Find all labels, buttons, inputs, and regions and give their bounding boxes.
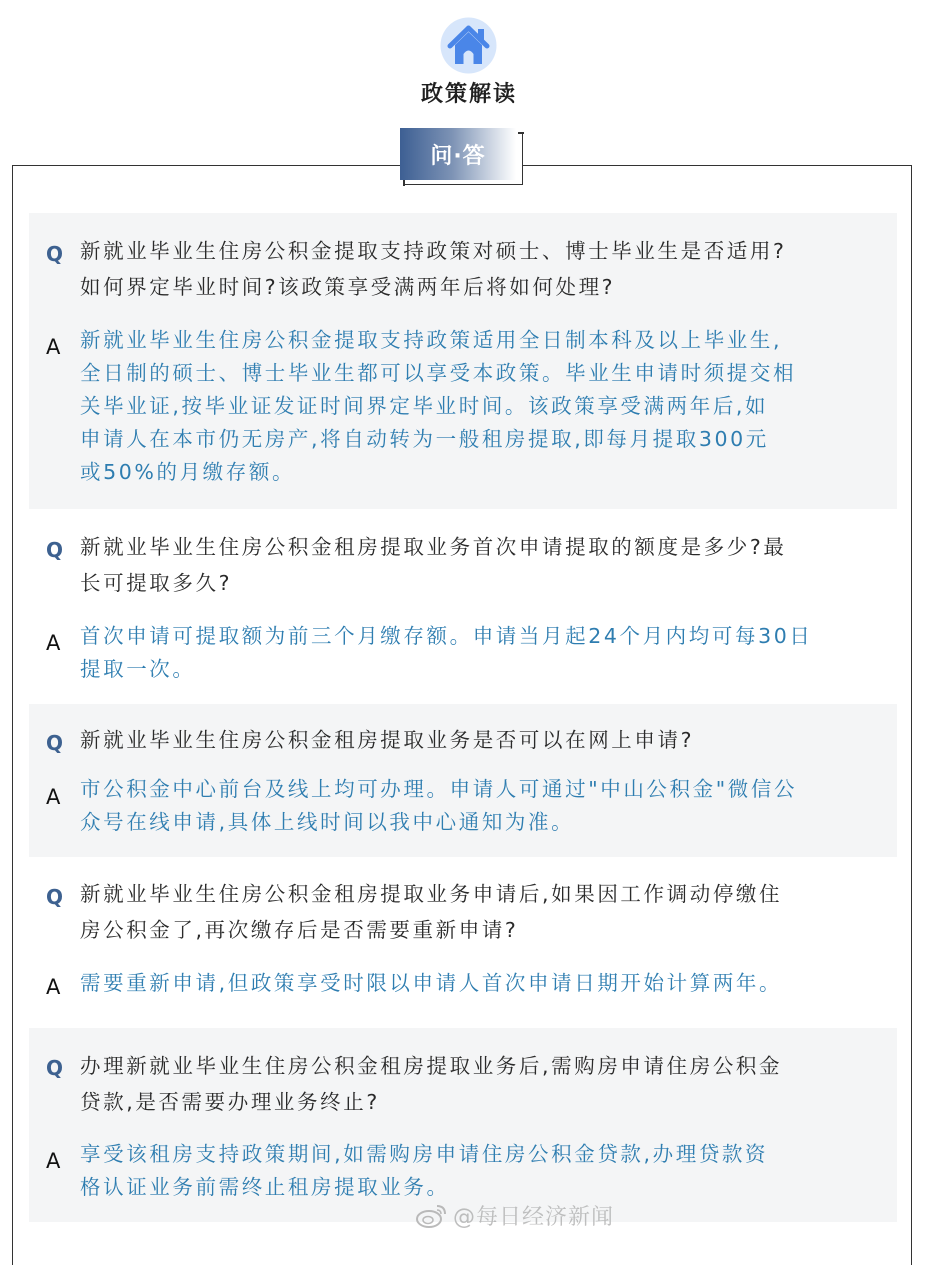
watermark (415, 1200, 614, 1231)
qa-item (29, 509, 897, 703)
question-marker: Q (46, 242, 64, 266)
answer-text: 市公积金中心前台及线上均可办理。申请人可通过"中山公积金"微信公 众号在线申请,具体上线时间以我中心通知为准。 (80, 777, 798, 834)
qa-item (29, 704, 897, 857)
question-text: 新就业毕业生住房公积金租房提取业务申请后,如果因工作调动停缴住 房公积金了,再次缴存后是否需要重新申请? (80, 882, 783, 942)
qa-badge (400, 128, 524, 188)
answer-marker: A (46, 975, 61, 999)
badge-label: 问·答 (400, 128, 516, 180)
answer-text: 享受该租房支持政策期间,如需购房申请住房公积金贷款,办理贷款资 格认证业务前需终止租房提取业务。 (80, 1142, 769, 1199)
page-title: 政策解读 (420, 82, 517, 107)
question-text: 新就业毕业生住房公积金租房提取业务首次申请提取的额度是多少?最 长可提取多久? (80, 535, 787, 595)
answer-marker: A (46, 335, 61, 359)
question-text: 办理新就业毕业生住房公积金租房提取业务后,需购房申请住房公积金 贷款,是否需要办理业务终止? (80, 1054, 783, 1114)
answer-marker: A (46, 631, 61, 655)
qa-item (29, 213, 897, 509)
answer-text: 需要重新申请,但政策享受时限以申请人首次申请日期开始计算两年。 (80, 971, 783, 995)
answer-text: 新就业毕业生住房公积金提取支持政策适用全日制本科及以上毕业生, 全日制的硕士、博士毕业生都可以享受本政策。毕业生申请时须提交相 关毕业证,按毕业证发证时间界定毕业时间。该政策享受满两年后,如 申请人在本市仍无房产,将自动转为一般租房提取,即每月提取300元 或50%的月缴存额。 (80, 328, 797, 484)
question-marker: Q (46, 885, 64, 909)
watermark-text: @每日经济新闻 (453, 1205, 615, 1230)
weibo-icon (415, 1202, 449, 1230)
question-marker: Q (46, 538, 64, 562)
question-marker: Q (46, 1056, 64, 1080)
answer-text: 首次申请可提取额为前三个月缴存额。申请当月起24个月内均可每30日 提取一次。 (80, 624, 813, 681)
question-text: 新就业毕业生住房公积金租房提取业务是否可以在网上申请? (80, 728, 695, 752)
answer-marker: A (46, 785, 61, 809)
qa-item (29, 857, 897, 1027)
house-icon (440, 17, 497, 74)
answer-marker: A (46, 1149, 61, 1173)
qa-item (29, 1028, 897, 1222)
question-marker: Q (46, 731, 64, 755)
question-text: 新就业毕业生住房公积金提取支持政策对硕士、博士毕业生是否适用? 如何界定毕业时间?该政策享受满两年后将如何处理? (80, 239, 787, 299)
